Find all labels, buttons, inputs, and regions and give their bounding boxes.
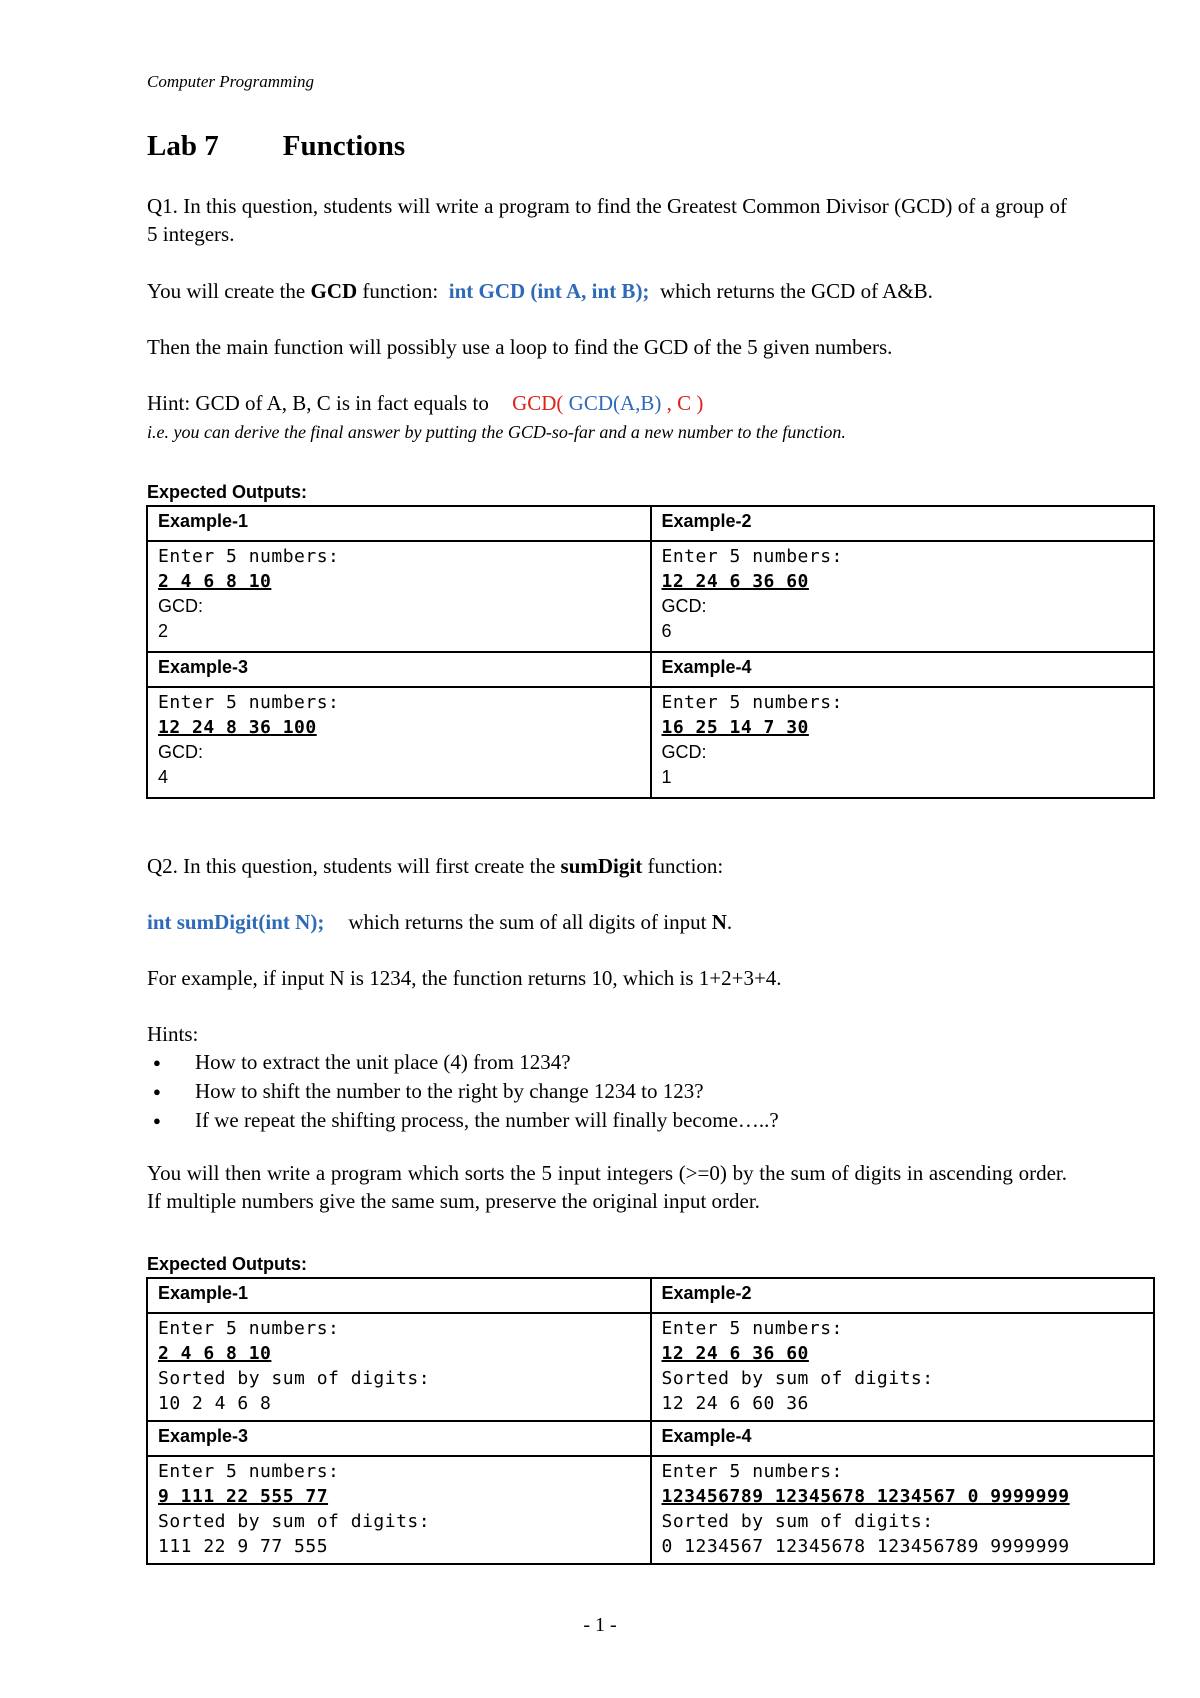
example-input: 12 24 8 36 100 — [158, 717, 317, 738]
q2-example-1-body — [147, 1313, 651, 1421]
example-prompt: Enter 5 numbers: — [661, 1318, 843, 1339]
example-input: 12 24 6 36 60 — [661, 571, 809, 592]
running-header: Computer Programming — [147, 72, 315, 91]
q2-intro-pre: Q2. In this question, students will first create the — [147, 854, 561, 878]
q1-create-mid: function: — [357, 279, 449, 303]
q2-example-4-body — [651, 1456, 1155, 1564]
q2-intro — [147, 852, 1067, 880]
q1-main-text: Then the main function will possibly use a loop to find the GCD of the 5 given numbers. — [147, 335, 893, 359]
q2-hints-label: Hints: — [147, 1022, 199, 1046]
q2-examples-table — [146, 1277, 1155, 1565]
example-result-label: GCD: — [661, 596, 707, 616]
gcd-signature: int GCD (int A, int B); — [448, 279, 650, 303]
q1-hint-note: i.e. you can derive the final answer by putting the GCD-so-far and a new number to the function. — [147, 422, 846, 442]
q1-hint-line — [147, 389, 1067, 417]
example-result-label: Sorted by sum of digits: — [158, 1368, 431, 1389]
example-result: 12 24 6 60 36 — [661, 1393, 809, 1414]
example-input: 16 25 14 7 30 — [661, 717, 809, 738]
q1-example-4-label: Example-4 — [651, 652, 1155, 687]
example-result: 10 2 4 6 8 — [158, 1393, 272, 1414]
page-number: - 1 - — [583, 1614, 617, 1636]
hint-item: ● How to shift the number to the right by change 1234 to 123? — [147, 1077, 779, 1106]
example-input: 9 111 22 555 77 — [158, 1486, 329, 1507]
q2-sig-bold: N — [711, 910, 727, 934]
hint-gcd-outer-open: GCD( — [512, 391, 569, 415]
example-input: 2 4 6 8 10 — [158, 1343, 272, 1364]
example-result-label: GCD: — [158, 596, 203, 616]
example-prompt: Enter 5 numbers: — [158, 546, 340, 567]
example-input: 12 24 6 36 60 — [661, 1343, 809, 1364]
hint-gcd-inner: GCD(A,B) — [568, 391, 662, 415]
sumdigit-signature: int sumDigit(int N); — [147, 910, 325, 934]
q2-intro-bold: sumDigit — [560, 854, 643, 878]
example-result-label: GCD: — [661, 742, 707, 762]
q2-example-2-body — [651, 1313, 1155, 1421]
example-result: 111 22 9 77 555 — [158, 1536, 329, 1557]
q2-example-3-body — [147, 1456, 651, 1564]
hint-gcd-outer-close: , C ) — [661, 391, 704, 415]
example-result: 0 1234567 12345678 123456789 9999999 — [661, 1536, 1070, 1557]
example-input: 2 4 6 8 10 — [158, 571, 272, 592]
q1-example-3-body — [147, 687, 651, 798]
q1-create-pre: You will create the — [147, 279, 311, 303]
q1-example-1-body — [147, 541, 651, 652]
lab-topic: Functions — [282, 130, 406, 162]
example-prompt: Enter 5 numbers: — [158, 1461, 340, 1482]
q2-example-2-label: Example-2 — [651, 1278, 1155, 1313]
q1-expected-outputs-label: Expected Outputs: — [147, 482, 308, 502]
q1-create-post: which returns the GCD of A&B. — [649, 279, 933, 303]
hint-item: ● If we repeat the shifting process, the number will finally become…..? — [147, 1106, 779, 1135]
example-result: 2 — [158, 621, 169, 641]
example-result-label: Sorted by sum of digits: — [158, 1511, 431, 1532]
q2-sig-post: which returns the sum of all digits of input — [348, 910, 712, 934]
q2-task-text: You will then write a program which sorts the 5 input integers (>=0) by the sum of digits in ascending order. If multiple numbers give the same sum, preserve the original input order. — [147, 1161, 1067, 1213]
q2-signature-line — [147, 908, 1067, 936]
q1-create-bold: GCD — [310, 279, 358, 303]
example-input: 123456789 12345678 1234567 0 9999999 — [661, 1486, 1070, 1507]
q2-intro-post: function: — [642, 854, 724, 878]
q2-example-1-label: Example-1 — [147, 1278, 651, 1313]
example-prompt: Enter 5 numbers: — [661, 546, 843, 567]
hint-item: ● How to extract the unit place (4) from 1234? — [147, 1048, 779, 1077]
example-prompt: Enter 5 numbers: — [661, 692, 843, 713]
q2-example-3-label: Example-3 — [147, 1421, 651, 1456]
example-result: 4 — [158, 767, 169, 787]
q2-sig-end: . — [726, 910, 733, 934]
example-prompt: Enter 5 numbers: — [158, 1318, 340, 1339]
example-result-label: Sorted by sum of digits: — [661, 1511, 934, 1532]
q2-example-4-label: Example-4 — [651, 1421, 1155, 1456]
example-result: 1 — [661, 767, 672, 787]
page-title — [147, 130, 405, 163]
q2-example-text: For example, if input N is 1234, the function returns 10, which is 1+2+3+4. — [147, 966, 782, 990]
example-prompt: Enter 5 numbers: — [158, 692, 340, 713]
example-result-label: Sorted by sum of digits: — [661, 1368, 934, 1389]
q1-example-1-label: Example-1 — [147, 506, 651, 541]
q1-example-2-label: Example-2 — [651, 506, 1155, 541]
example-result: 6 — [661, 621, 672, 641]
q1-example-4-body — [651, 687, 1155, 798]
lab-number: Lab 7 — [147, 130, 219, 162]
q1-intro: Q1. In this question, students will write a program to find the Greatest Common Divisor (GCD) of a group of 5 integers. — [147, 194, 1067, 246]
q1-hint-pre: Hint: GCD of A, B, C is in fact equals to — [147, 391, 495, 415]
q2-expected-outputs-label: Expected Outputs: — [147, 1254, 308, 1274]
q1-examples-table — [146, 505, 1155, 799]
q1-create-line — [147, 277, 1067, 305]
example-prompt: Enter 5 numbers: — [661, 1461, 843, 1482]
q1-example-2-body — [651, 541, 1155, 652]
q1-example-3-label: Example-3 — [147, 652, 651, 687]
q2-hints-list — [147, 1048, 779, 1135]
example-result-label: GCD: — [158, 742, 203, 762]
